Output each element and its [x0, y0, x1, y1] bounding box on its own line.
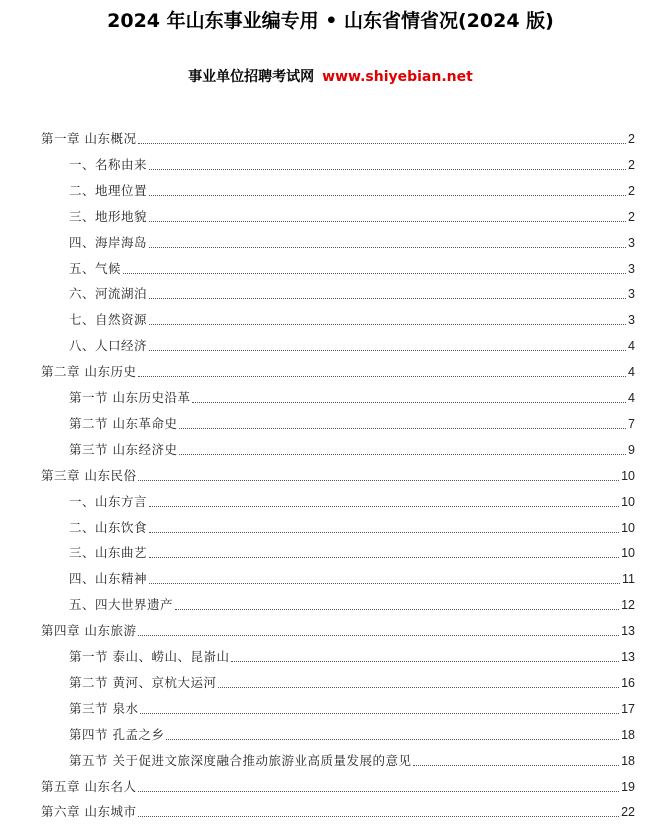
toc-section-entry[interactable] [69, 698, 635, 718]
toc-entry-label: 第一节 山东历史沿革 [69, 390, 191, 405]
toc-page-number: 7 [628, 416, 635, 431]
document-title: 2024 年山东事业编专用 • 山东省情省况(2024 版) [107, 10, 554, 32]
toc-entry-label: 第五节 关于促进文旅深度融合推动旅游业高质量发展的意见 [69, 752, 412, 768]
toc-dot-leader [149, 532, 619, 533]
toc-entry-label: 三、地形地貌 [69, 208, 148, 224]
toc-dot-leader [140, 713, 619, 714]
toc-page-number: 11 [622, 572, 635, 587]
toc-chapter-entry[interactable] [41, 620, 635, 640]
toc-section-entry[interactable] [69, 309, 635, 329]
toc-section-entry[interactable] [69, 154, 635, 174]
toc-section-entry[interactable] [69, 258, 635, 278]
toc-entry-label: 第五章 山东名人 [41, 778, 137, 794]
toc-dot-leader [138, 143, 626, 144]
toc-section-entry[interactable] [69, 594, 635, 614]
toc-section-entry[interactable] [69, 750, 635, 770]
toc-entry-label: 第二节 山东革命史 [69, 415, 178, 431]
toc-entry-label: 第一节 泰山、崂山、昆嵛山 [69, 649, 230, 664]
toc-page-number: 18 [621, 727, 635, 742]
toc-dot-leader [175, 609, 619, 610]
toc-page-number: 3 [628, 235, 635, 250]
toc-entry-label: 第三节 泉水 [69, 700, 139, 716]
toc-section-entry[interactable] [69, 568, 635, 588]
toc-dot-leader [192, 402, 626, 403]
toc-entry-label: 二、山东饮食 [69, 519, 148, 535]
toc-page-number: 9 [628, 442, 635, 457]
document-subtitle [0, 66, 661, 88]
toc-page-number: 13 [621, 650, 635, 664]
toc-section-entry[interactable] [69, 335, 635, 355]
toc-dot-leader [179, 454, 626, 455]
toc-dot-leader [138, 480, 619, 481]
toc-section-entry[interactable] [69, 672, 635, 692]
toc-section-entry[interactable] [69, 387, 635, 407]
toc-page-number: 19 [621, 779, 635, 794]
toc-page-number: 4 [628, 365, 635, 380]
toc-page-number: 13 [621, 624, 635, 639]
toc-section-entry[interactable] [69, 491, 635, 511]
toc-entry-label: 八、人口经济 [69, 338, 148, 354]
toc-dot-leader [138, 816, 619, 817]
toc-section-entry[interactable] [69, 517, 635, 537]
toc-dot-leader [149, 324, 626, 325]
toc-section-entry[interactable] [69, 180, 635, 200]
toc-page-number: 22 [621, 805, 635, 820]
toc-section-entry[interactable] [69, 439, 635, 459]
toc-dot-leader [149, 195, 626, 196]
toc-entry-label: 四、海岸海岛 [69, 234, 148, 250]
toc-dot-leader [149, 247, 626, 248]
toc-dot-leader [138, 791, 619, 792]
toc-entry-label: 五、气候 [69, 260, 122, 276]
toc-dot-leader [218, 687, 619, 688]
toc-page-number: 3 [628, 261, 635, 276]
toc-page-number: 16 [621, 675, 635, 690]
toc-entry-label: 第四节 孔孟之乡 [69, 726, 165, 742]
toc-dot-leader [149, 350, 626, 351]
toc-page-number: 2 [628, 209, 635, 224]
toc-dot-leader [231, 661, 619, 662]
toc-page-number: 2 [628, 183, 635, 198]
toc-page-number: 12 [621, 598, 635, 613]
toc-page-number: 3 [628, 287, 635, 302]
toc-page-number: 10 [621, 546, 635, 561]
toc-entry-label: 一、名称由来 [69, 156, 148, 172]
toc-section-entry[interactable] [69, 724, 635, 744]
toc-entry-label: 第三章 山东民俗 [41, 467, 137, 483]
toc-entry-label: 四、山东精神 [69, 571, 148, 587]
toc-entry-label: 二、地理位置 [69, 182, 148, 198]
toc-entry-label: 第二节 黄河、京杭大运河 [69, 674, 217, 690]
toc-chapter-entry[interactable] [41, 801, 635, 821]
toc-page-number: 3 [628, 313, 635, 328]
toc-entry-label: 第六章 山东城市 [41, 804, 137, 820]
toc-section-entry[interactable] [69, 413, 635, 433]
toc-dot-leader [149, 557, 619, 558]
toc-chapter-entry[interactable] [41, 465, 635, 485]
toc-section-entry[interactable] [69, 646, 635, 666]
toc-dot-leader [413, 765, 619, 766]
toc-entry-label: 五、四大世界遗产 [69, 597, 174, 613]
toc-entry-label: 第二章 山东历史 [41, 364, 137, 380]
toc-dot-leader [149, 583, 620, 584]
toc-entry-label: 一、山东方言 [69, 493, 148, 509]
toc-dot-leader [149, 221, 626, 222]
toc-entry-label: 七、自然资源 [69, 312, 148, 328]
toc-page-number: 4 [628, 339, 635, 354]
toc-chapter-entry[interactable] [41, 361, 635, 381]
toc-dot-leader [123, 273, 626, 274]
toc-entry-label: 三、山东曲艺 [69, 545, 148, 561]
toc-chapter-entry[interactable] [41, 128, 635, 148]
toc-section-entry[interactable] [69, 206, 635, 226]
toc-dot-leader [149, 298, 626, 299]
toc-page-number: 10 [621, 520, 635, 535]
site-url-link[interactable]: www.shiyebian.net [322, 69, 473, 85]
toc-page-number: 10 [621, 494, 635, 509]
toc-page-number: 2 [628, 157, 635, 172]
toc-page-number: 18 [621, 753, 635, 768]
toc-dot-leader [149, 169, 626, 170]
toc-page-number: 17 [621, 701, 635, 716]
toc-dot-leader [138, 376, 626, 377]
toc-entry-label: 六、河流湖泊 [69, 286, 148, 302]
toc-dot-leader [138, 635, 619, 636]
toc-dot-leader [166, 739, 619, 740]
toc-section-entry[interactable] [69, 542, 635, 562]
subtitle-site-name: 事业单位招聘考试网 [188, 69, 315, 85]
toc-dot-leader [149, 506, 619, 507]
toc-entry-label: 第三节 山东经济史 [69, 441, 178, 457]
toc-page-number: 10 [621, 468, 635, 483]
toc-section-entry[interactable] [69, 232, 635, 252]
toc-page-number: 4 [628, 391, 635, 405]
toc-entry-label: 第一章 山东概况 [41, 131, 137, 146]
toc-dot-leader [179, 428, 626, 429]
toc-section-entry[interactable] [69, 283, 635, 303]
toc-chapter-entry[interactable] [41, 776, 635, 796]
toc-page-number: 2 [628, 132, 635, 146]
toc-entry-label: 第四章 山东旅游 [41, 623, 137, 639]
